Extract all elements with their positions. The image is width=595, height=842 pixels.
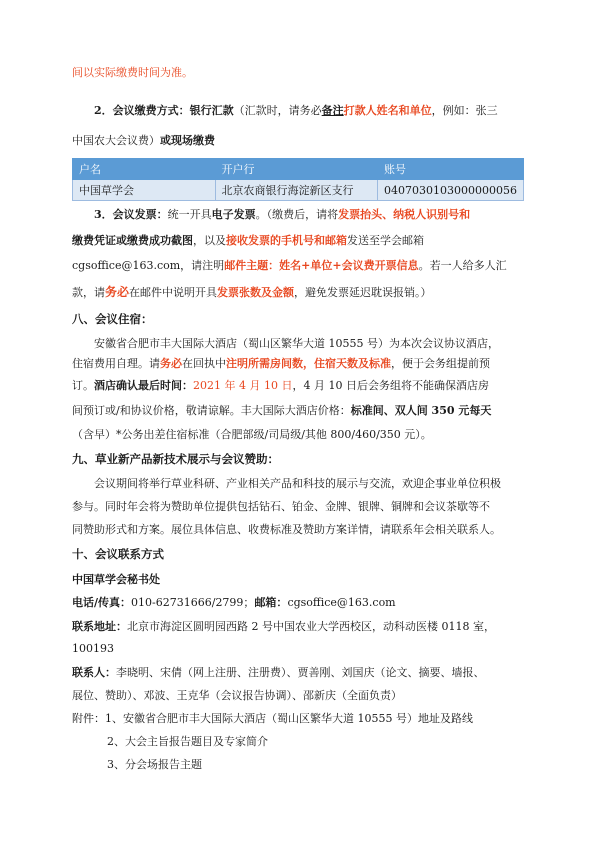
invoice-text-4: 发送至学会邮箱 xyxy=(347,234,424,247)
invoice-line-2 xyxy=(72,234,424,248)
email-value: cgsoffice@163.com xyxy=(287,596,396,609)
hotel-line-5: （含早）*公务出差住宿标准（合肥部级/司局级/其他 800/460/350 元）。 xyxy=(72,428,432,441)
hotel-text-6: 间预订或/和协议价格，敬请谅解。丰大国际大酒店价格： xyxy=(72,404,351,417)
header-account-number: 账号 xyxy=(378,159,524,180)
remitter-name-unit: 打款人姓名和单位 xyxy=(343,104,432,117)
hotel-line-4 xyxy=(72,404,491,418)
hotel-text-5: ，4 月 10 日后会务组将不能确保酒店房 xyxy=(292,379,489,392)
bank-table-row xyxy=(73,180,524,201)
invoice-text-6: 款，请 xyxy=(72,286,105,299)
invoice-header-text: 发票抬头、纳税人识别号和 xyxy=(338,208,471,221)
hotel-text-4: 订。 xyxy=(72,379,94,392)
attachment-1: 附件：1、安徽省合肥市丰大国际大酒店（蜀山区繁华大道 10555 号）地址及路线 xyxy=(72,712,473,725)
invoice-number: 3． xyxy=(94,208,113,221)
contact-address-line xyxy=(72,620,495,634)
bank-account-table xyxy=(72,158,524,201)
invoice-text-1: 统一开具 xyxy=(167,208,212,221)
address-value: 北京市海淀区圆明园西路 2 号中国农业大学西校区，动科动医楼 0118 室， xyxy=(127,620,495,633)
invoice-count-amount: 发票张数及金额 xyxy=(217,286,295,299)
hotel-line-1: 安徽省合肥市丰大国际大酒店（蜀山区繁华大道 10555 号）为本次会议协议酒店， xyxy=(94,337,499,350)
invoice-text-8: ，避免发票延迟耽误报销。） xyxy=(294,286,432,299)
remit-note-text: （汇款时，请务必 xyxy=(233,104,322,117)
invoice-line-1 xyxy=(94,208,470,222)
cell-bank: 北京农商银行海淀新区支行 xyxy=(215,180,377,201)
address-label: 联系地址： xyxy=(72,620,127,633)
email-label: 邮箱： xyxy=(254,596,288,609)
hotel-must-text: 务必 xyxy=(160,357,182,370)
tel-label: 电话/传真： xyxy=(72,596,132,609)
hotel-price-text: 标准间、双人间 350 元每天 xyxy=(350,404,492,417)
invoice-line-4 xyxy=(72,285,432,300)
invoice-text-3: ，以及 xyxy=(193,234,226,247)
postal-code: 100193 xyxy=(72,642,114,655)
attachment-3: 3、分会场报告主题 xyxy=(107,758,202,771)
contact-person-line-2: 展位、赞助）、邓波、王克华（会议报告协调）、邵新庆（全面负责） xyxy=(72,689,402,702)
example-text-2: 中国农大会议费） xyxy=(72,134,160,147)
payment-method-line-1 xyxy=(94,104,498,118)
section-8-title: 八、会议住宿： xyxy=(72,312,153,326)
invoice-text-2: 。（缴费后，请将 xyxy=(255,208,339,221)
invoice-email-text: cgsoffice@163.com，请注明 xyxy=(72,259,225,272)
cell-account-name: 中国草学会 xyxy=(73,180,216,201)
hotel-line-2 xyxy=(72,357,490,371)
contact-person-value: 李晓明、宋倩（网上注册、注册费）、贾善刚、刘国庆（论文、摘要、墙报、 xyxy=(116,666,485,679)
contact-tel-line xyxy=(72,596,396,610)
remark-text: 备注 xyxy=(321,104,344,117)
must-text: 务必 xyxy=(105,285,130,299)
secretariat-name: 中国草学会秘书处 xyxy=(72,573,160,586)
hotel-text-3: ，便于会务组提前预 xyxy=(391,357,490,370)
section-9-title: 九、草业新产品新技术展示与会议赞助： xyxy=(72,452,279,466)
hotel-line-3 xyxy=(72,379,489,393)
invoice-label: 会议发票： xyxy=(112,208,168,221)
receive-info-text: 接收发票的手机号和邮箱 xyxy=(226,234,347,247)
attachment-2: 2、大会主旨报告题目及专家简介 xyxy=(107,735,268,748)
payment-method-line-2 xyxy=(72,134,215,148)
hotel-deadline-date: 2021 年 4 月 10 日 xyxy=(193,379,293,392)
payment-time-note: 间以实际缴费时间为准。 xyxy=(72,66,193,79)
email-subject-text: 邮件主题：姓名+单位+会议费开票信息 xyxy=(224,259,419,272)
bank-table-header xyxy=(73,159,524,180)
onsite-payment-text: 或现场缴费 xyxy=(160,134,215,147)
example-text: ，例如：张三 xyxy=(431,104,498,117)
cell-account-number: 0407030103000000056 xyxy=(378,180,524,201)
e-invoice-text: 电子发票 xyxy=(211,208,256,221)
exhibit-line-2: 参与。同时年会将为赞助单位提供包括钻石、铂金、金牌、银牌、铜牌和会议茶歇等不 xyxy=(72,500,490,513)
hotel-deadline-label: 酒店确认最后时间： xyxy=(94,379,193,392)
invoice-line-3 xyxy=(72,259,507,273)
exhibit-line-1: 会议期间将举行草业科研、产业相关产品和科技的展示与交流，欢迎企事业单位积极 xyxy=(94,477,501,490)
section-10-title: 十、会议联系方式 xyxy=(72,547,164,561)
bank-transfer-text: 银行汇款 xyxy=(189,104,234,117)
hotel-text-2: 在回执中 xyxy=(182,357,226,370)
contact-person-line-1 xyxy=(72,666,485,680)
invoice-text-7: 在邮件中说明开具 xyxy=(129,286,218,299)
contact-person-label: 联系人： xyxy=(72,666,116,679)
header-bank: 开户行 xyxy=(215,159,377,180)
payment-method-label: 2．会议缴费方式： xyxy=(94,104,190,117)
exhibit-line-3: 同赞助形式和方案。展位具体信息、收费标准及赞助方案详情，请联系年会相关联系人。 xyxy=(72,523,501,536)
invoice-text-5: 。若一人给多人汇 xyxy=(418,259,507,272)
header-account-name: 户名 xyxy=(73,159,216,180)
hotel-text-1: 住宿费用自理。请 xyxy=(72,357,160,370)
payment-proof-text: 缴费凭证或缴费成功截图 xyxy=(72,234,193,247)
tel-value: 010-62731666/2799； xyxy=(131,596,255,609)
room-requirement-text: 注明所需房间数，住宿天数及标准 xyxy=(226,357,391,370)
